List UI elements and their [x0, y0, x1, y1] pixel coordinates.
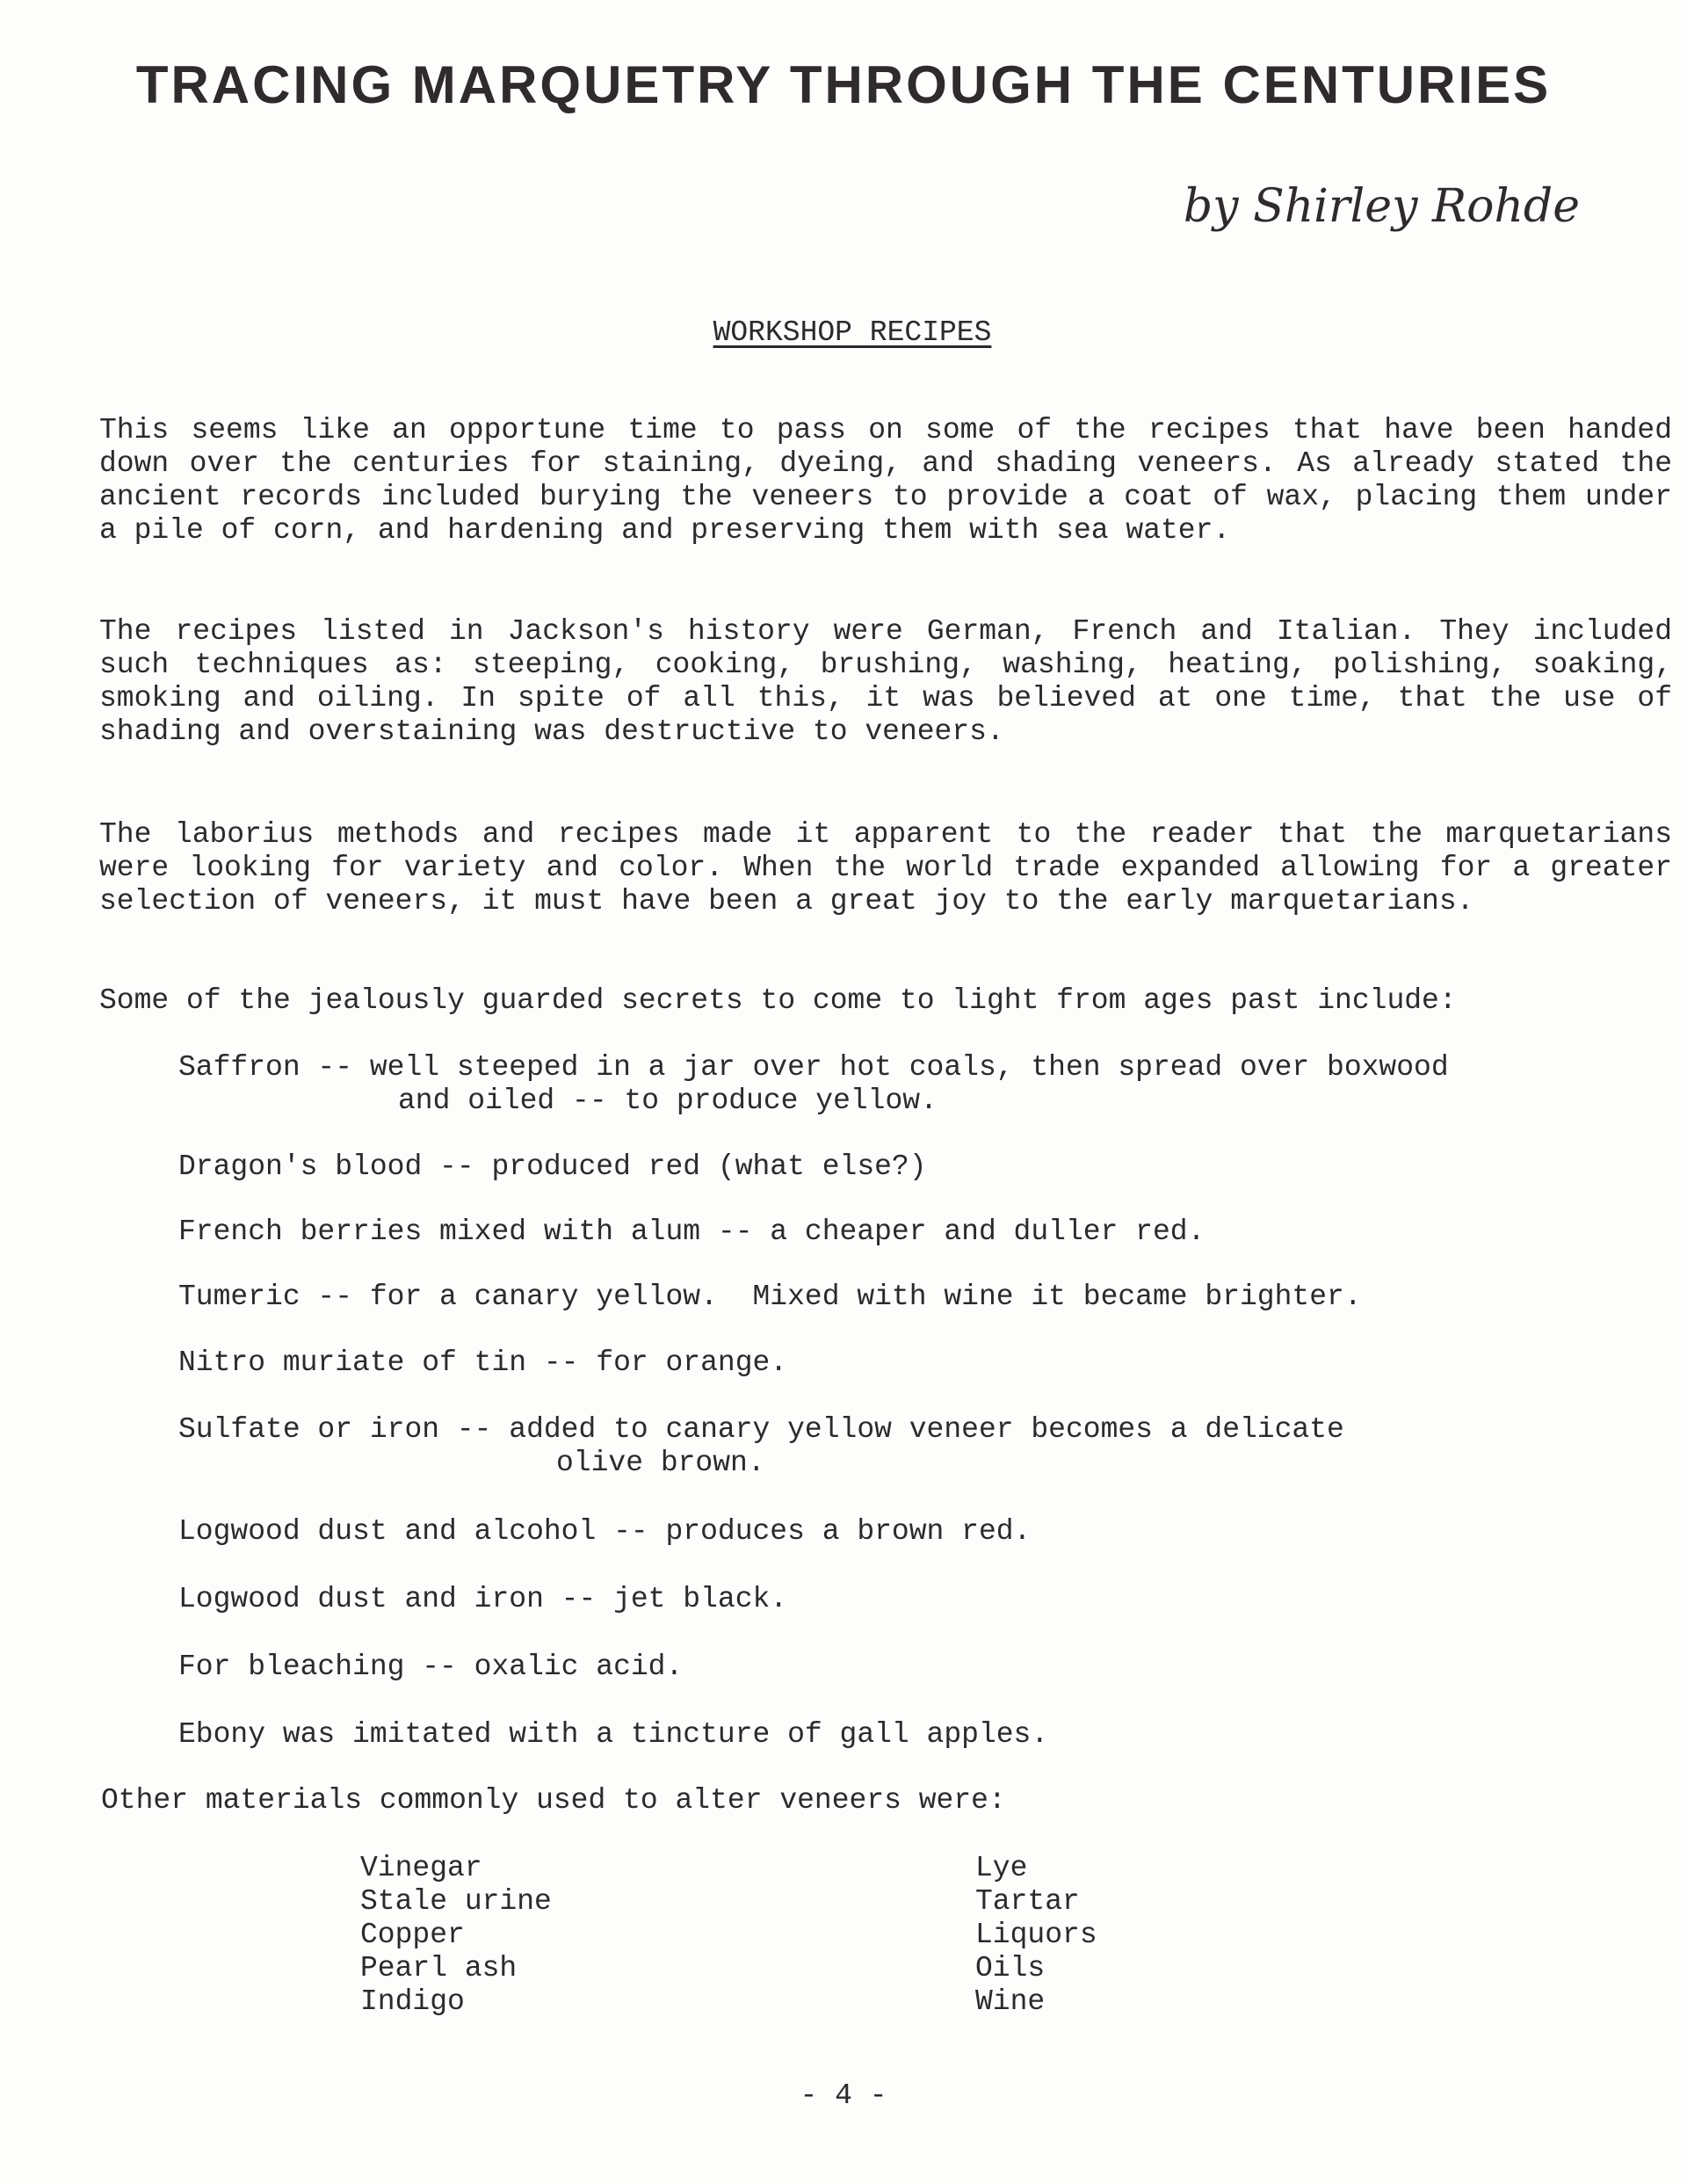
- materials-list-left: [360, 1852, 552, 2019]
- paragraph-methods: The laborius methods and recipes made it apparent to the reader that the marquetarians were looking for variety and color. When the world trade expanded allowing for a greater selection of veneers, it must have been a great joy to the early marquetarians.: [99, 818, 1672, 918]
- recipe-continuation: olive brown.: [556, 1447, 765, 1479]
- recipe-line: Logwood dust and iron -- jet black.: [178, 1583, 788, 1615]
- recipe-line: Sulfate or iron -- added to canary yellow veneer becomes a delicate: [178, 1413, 1344, 1446]
- recipe-line: For bleaching -- oxalic acid.: [178, 1651, 684, 1683]
- paragraph-intro: This seems like an opportune time to pass on some of the recipes that have been handed down over the centuries for staining, dyeing, and shading veneers. As already stated the ancient records included burying the veneers to provide a coat of wax, placing them under a pile of corn, and hardening and preserving them with sea water.: [99, 414, 1672, 547]
- recipe-item: [178, 1583, 1672, 1616]
- recipe-item: [178, 1281, 1672, 1314]
- recipe-item: [178, 1215, 1672, 1249]
- material-item: Copper: [360, 1919, 465, 1951]
- recipe-item: [178, 1051, 1672, 1118]
- recipe-item: [178, 1515, 1672, 1549]
- recipe-item: [178, 1718, 1672, 1752]
- material-item: Tartar: [975, 1885, 1080, 1918]
- recipe-continuation: and oiled -- to produce yellow.: [398, 1085, 938, 1117]
- paragraph-secrets: Some of the jealously guarded secrets to come to light from ages past include:: [99, 984, 1457, 1017]
- material-item: Oils: [975, 1952, 1046, 1984]
- recipe-line: Tumeric -- for a canary yellow. Mixed with wine it became brighter.: [178, 1281, 1362, 1313]
- recipe-item: [178, 1346, 1672, 1380]
- other-materials-intro: Other materials commonly used to alter veneers were:: [101, 1784, 1006, 1817]
- article-title: TRACING MARQUETRY THROUGH THE CENTURIES: [135, 55, 1552, 114]
- recipe-line: Saffron -- well steeped in a jar over hot coals, then spread over boxwood: [178, 1051, 1449, 1084]
- author-byline: by Shirley Rohde: [1183, 180, 1580, 233]
- recipe-item: [178, 1413, 1672, 1480]
- material-item: Wine: [975, 1985, 1046, 2018]
- material-item: Lye: [975, 1852, 1028, 1884]
- recipe-line: Logwood dust and alcohol -- produces a brown red.: [178, 1515, 1032, 1548]
- recipe-line: Nitro muriate of tin -- for orange.: [178, 1346, 788, 1379]
- material-item: Stale urine: [360, 1885, 552, 1918]
- material-item: Pearl ash: [360, 1952, 518, 1984]
- material-item: Liquors: [975, 1919, 1097, 1951]
- recipe-line: French berries mixed with alum -- a cheaper and duller red.: [178, 1215, 1206, 1248]
- paragraph-jackson: The recipes listed in Jackson's history were German, French and Italian. They included such techniques as: steeping, cooking, brushing, washing, heating, polishing, soaking, smoking and oiling. In spite of all this, it was believed at one time, that the use of shading and overstaining was destructive to veneers.: [99, 615, 1672, 748]
- material-item: Vinegar: [360, 1852, 482, 1884]
- materials-list-right: [975, 1852, 1097, 2019]
- section-heading: WORKSHOP RECIPES: [713, 316, 992, 349]
- recipe-line: Ebony was imitated with a tincture of gall apples.: [178, 1718, 1049, 1751]
- recipe-item: [178, 1150, 1672, 1184]
- material-item: Indigo: [360, 1985, 465, 2018]
- recipe-item: [178, 1651, 1672, 1684]
- page-number: - 4 -: [800, 2079, 887, 2112]
- recipe-line: Dragon's blood -- produced red (what else?): [178, 1150, 927, 1183]
